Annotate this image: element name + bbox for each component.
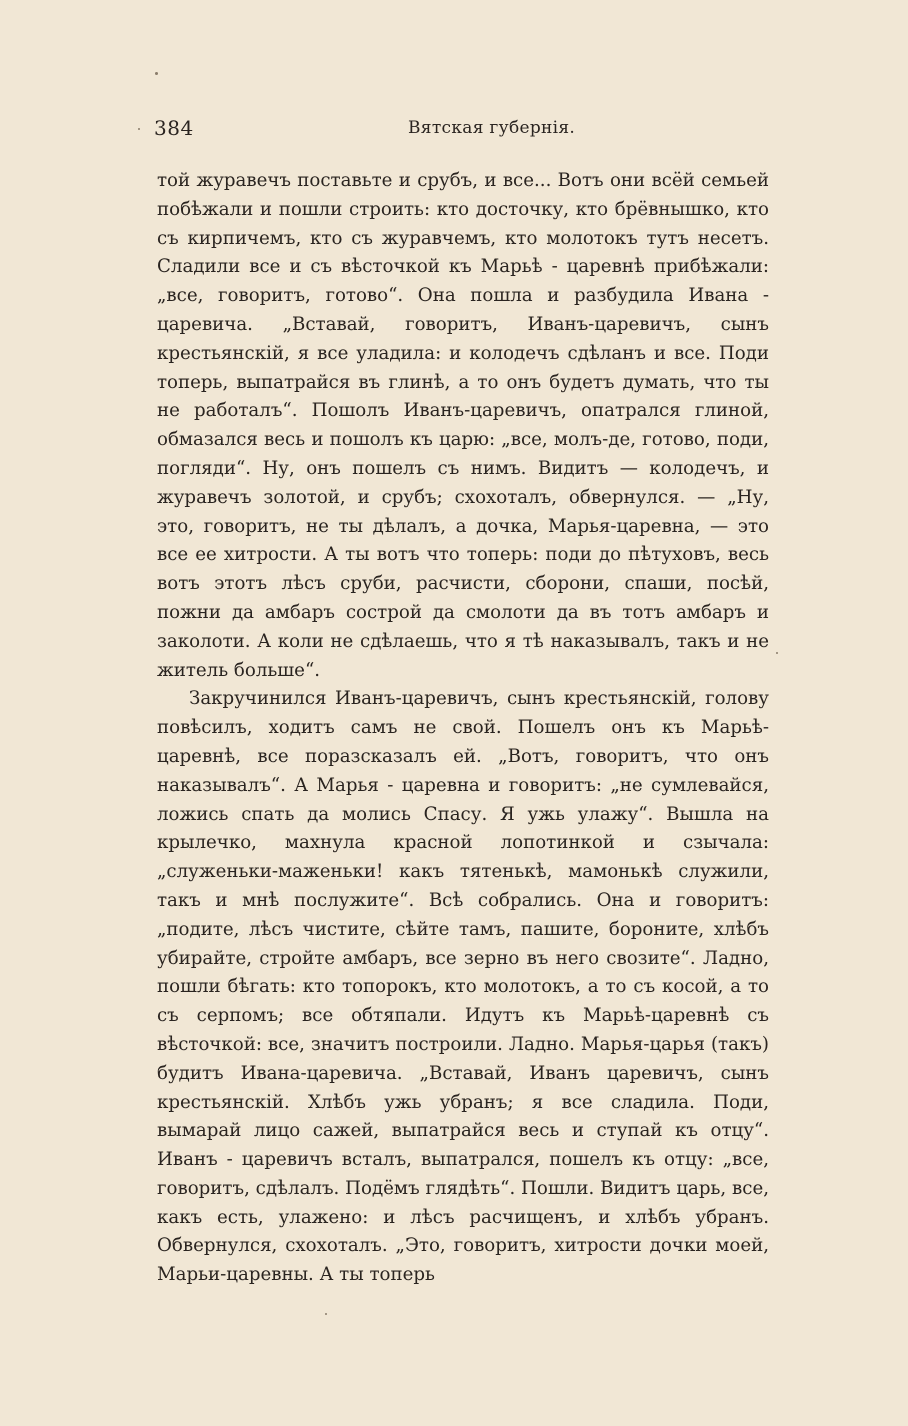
page-header xyxy=(154,116,762,146)
paragraph: Закручинился Иванъ-царевичъ, сынъ крестьянскій, голову повѣсилъ, ходитъ самъ не свой. Пошелъ онъ къ Марьѣ-царевнѣ, все поразсказалъ ей. „Вотъ, говоритъ, что онъ наказывалъ“. А Марья - царевна и говоритъ: „не сумлевайся, ложись спать да молись Спасу. Я ужь улажу“. Вышла на крылечко, махнула красной лопотинкой и сзычала: „служеньки-маженьки! какъ тятенькѣ, мамонькѣ служили, такъ и мнѣ послужите“. Всѣ собрались. Она и говоритъ: „подите, лѣсъ чистите, сѣйте тамъ, пашите, бороните, хлѣбъ убирайте, стройте амбаръ, все зерно въ него свозите“. Ладно, пошли бѣгать: кто топорокъ, кто молотокъ, а то съ косой, а то съ серпомъ; все обтяпали. Идутъ къ Марьѣ-царевнѣ съ вѣсточкой: все, значитъ построили. Ладно. Марья-царья (такъ) будитъ Ивана-царевича. „Вставай, Иванъ царевичъ, сынъ крестьянскій. Хлѣбъ ужь убранъ; я все сладила. Поди, вымарай лицо сажей, выпатрайся весь и ступай къ отцу“. Иванъ - царевичъ всталъ, выпатрался, пошелъ къ отцу: „все, говоритъ, сдѣлалъ. Подёмъ глядѣть“. Пошли. Видитъ царь, все, какъ есть, улажено: и лѣсъ расчищенъ, и хлѣбъ убранъ. Обвернулся, схохоталъ. „Это, говоритъ, хитрости дочки моей, Марьи-царевны. А ты топерь xyxy=(157,688,769,1286)
running-title: Вятская губернія. xyxy=(408,118,576,138)
paper-speck xyxy=(138,128,140,130)
paper-speck xyxy=(325,1313,327,1315)
body-text xyxy=(157,167,769,1290)
paragraph: той журавечъ поставьте и срубъ, и все... Вотъ они всёй семьей побѣжали и пошли строить: кто досточку, кто брёвнышко, кто съ кирпичемъ, кто съ журавчемъ, кто молотокъ тутъ несетъ. Сладили все и съ вѣсточкой къ Марьѣ - царевнѣ прибѣжали: „все, говоритъ, готово“. Она пошла и разбудила Ивана - царевича. „Вставай, говоритъ, Иванъ-царевичъ, сынъ крестьянскій, я все уладила: и колодечъ сдѣланъ и все. Поди топерь, выпатрайся въ глинѣ, а то онъ будетъ думать, что ты не работалъ“. Пошолъ Иванъ-царевичъ, опатрался глиной, обмазался весь и пошолъ къ царю: „все, молъ-де, готово, поди, погляди“. Ну, онъ пошелъ съ нимъ. Видитъ — колодечъ, и журавечъ золотой, и срубъ; схохоталъ, обвернулся. — „Ну, это, говоритъ, не ты дѣлалъ, а дочка, Марья-царевна, — это все ее хитрости. А ты вотъ что топерь: поди до пѣтуховъ, весь вотъ этотъ лѣсъ сруби, расчисти, сборони, спаши, посѣй, пожни да амбаръ сострой да смолоти да въ тотъ амбаръ и заколоти. А коли не сдѣлаешь, что я тѣ наказывалъ, такъ и не житель больше“. xyxy=(157,170,769,681)
page-number: 384 xyxy=(154,116,194,140)
paper-speck xyxy=(776,652,778,654)
paper-speck xyxy=(155,72,158,75)
